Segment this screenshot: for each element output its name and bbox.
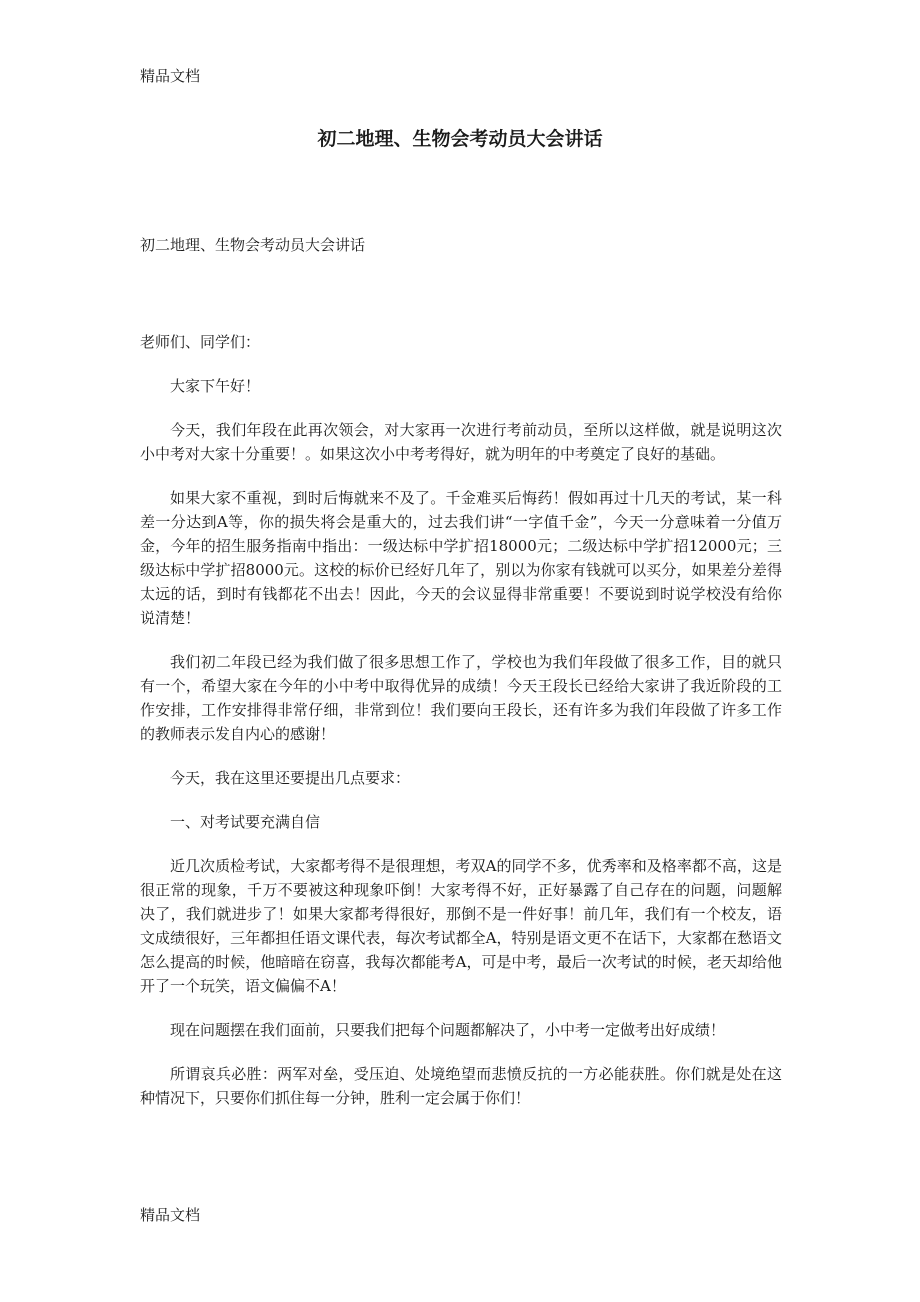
section-heading: 一、对考试要充满自信 <box>170 813 321 831</box>
paragraph: 现在问题摆在我们面前，只要我们把每个问题都解决了，小中考一定做考出好成绩！ <box>170 1021 726 1039</box>
document-title: 初二地理、生物会考动员大会讲话 <box>317 128 603 150</box>
paragraph: 今天，我在这里还要提出几点要求： <box>170 769 411 787</box>
paragraph: 近几次质检考试，大家都考得不是很理想，考双A的同学不多，优秀率和及格率都不高，这是很正常的现象，千万不要被这种现象吓倒！大家考得不好，正好暴露了自己存在的问题，问题解决了，我们就进步了！如果大家都考得很好，那倒不是一件好事！前几年，我们有一个校友，语文成绩很好，三年都担任语文课代表，每次考试都全A，特别是语文更不在话下，大家都在愁语文怎么提高的时候，他暗暗在窃喜，我每次都能考A，可是中考，最后一次考试的时候，老天却给他开了一个玩笑，语文偏偏不A！ <box>140 857 782 995</box>
paragraph: 今天，我们年段在此再次领会，对大家再一次进行考前动员，至所以这样做，就是说明这次小中考对大家十分重要！。如果这次小中考考得好，就为明年的中考奠定了良好的基础。 <box>140 421 782 463</box>
paragraph: 我们初二年段已经为我们做了很多思想工作了，学校也为我们年段做了很多工作，目的就只有一个，希望大家在今年的小中考中取得优异的成绩！今天王段长已经给大家讲了我近阶段的工作安排，工作安排得非常仔细，非常到位！我们要向王段长，还有许多为我们年段做了许多工作的教师表示发自内心的感谢！ <box>140 653 782 743</box>
footer-label: 精品文档 <box>140 1206 201 1224</box>
paragraph: 大家下午好！ <box>170 377 261 395</box>
header-label: 精品文档 <box>140 67 201 85</box>
paragraph: 如果大家不重视，到时后悔就来不及了。千金难买后悔药！假如再过十几天的考试，某一科差一分达到A等，你的损失将会是重大的，过去我们讲“一字值千金”，今天一分意味着一分值万金，今年的招生服务指南中指出：一级达标中学扩招18000元；二级达标中学扩招12000元；三级达标中学扩招8000元。这校的标价已经好几年了，别以为你家有钱就可以买分，如果差分差得太远的话，到时有钱都花不出去！因此，今天的会议显得非常重要！不要说到时说学校没有给你说清楚！ <box>140 489 782 627</box>
document-body <box>140 330 782 1130</box>
salutation: 老师们、同学们： <box>140 333 261 351</box>
document-subtitle: 初二地理、生物会考动员大会讲话 <box>140 236 366 254</box>
paragraph: 所谓哀兵必胜：两军对垒，受压迫、处境绝望而悲愤反抗的一方必能获胜。你们就是处在这种情况下，只要你们抓住每一分钟，胜利一定会属于你们！ <box>140 1065 782 1107</box>
